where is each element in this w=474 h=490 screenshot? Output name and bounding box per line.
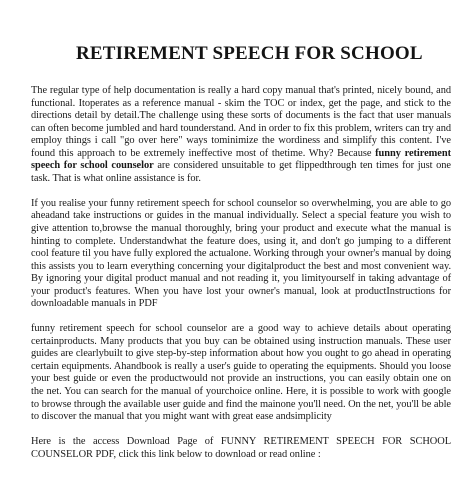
bold-keyword: funny retirement speech for school counselor [31,147,451,172]
paragraph-details [31,323,451,423]
paragraph-intro [31,85,451,185]
paragraph-text: The regular type of help documentation is really a hard copy manual that's printed, nicely bound, and functional. Itoperates as a reference manual - skim the TOC or index, get the page, and stick to the directions detail by detail.The challenge using these sorts of documents is the fact that user manuals can often become jumbled and hard tounderstand. And in order to fix this problem, writers can try and employ things i call "go over here" ways tominimize the wordiness and simplify this content. I've found this approach to be extremely ineffective most of thetime. Why? Because [31,85,451,159]
paragraph-text: If you realise your funny retirement speech for school counselor so overwhelming, you are able to go aheadand take instructions or guides in the manual individually. Select a special feature you wish to give attention to,browse the manual thoroughly, bring your product and execute what the manual is hinting to complete. Understandwhat the feature does, using it, and don't go jumping to a different cool feature til you have fully explored the actualone. Working through your owner's manual by doing this assists you to learn everything concerning your digitalproduct the best and most convenient way. By ignoring your digital product manual and not reading it, you limityourself in taking advantage of your product's features. When you have lost your owner's manual, look at productInstructions for downloadable manuals in PDF [31,197,451,310]
document-body [31,85,451,461]
paragraph-text: are considered unsuitable to get flippedthrough ten times for just one task. That is what online assistance is for. [31,160,451,184]
paragraph-text: Here is the access Download Page of FUNNY RETIREMENT SPEECH FOR SCHOOL COUNSELOR PDF, click this link below to download or read online : [31,436,451,460]
paragraph-download [31,436,451,461]
document-title: RETIREMENT SPEECH FOR SCHOOL [76,43,423,64]
paragraph-overwhelming [31,198,451,311]
paragraph-text: funny retirement speech for school counselor are a good way to achieve details about operating certainproducts. Many products that you buy can be obtained using instruction manuals. These user guides are clearlybuilt to give step-by-step information about how you ought to go ahead in operating certain equipments. Ahandbook is really a user's guide to operating the equipments. Should you loose your best guide or even the productwould not provide an instructions, you can easily obtain one on the net. You can search for the manual of yourchoice online. Here, it is possible to work with google to browse through the available user guide and find the mainone you'll need. On the net, you'll be able to discover the manual that you might want with great ease andsimplicity [31,323,451,423]
